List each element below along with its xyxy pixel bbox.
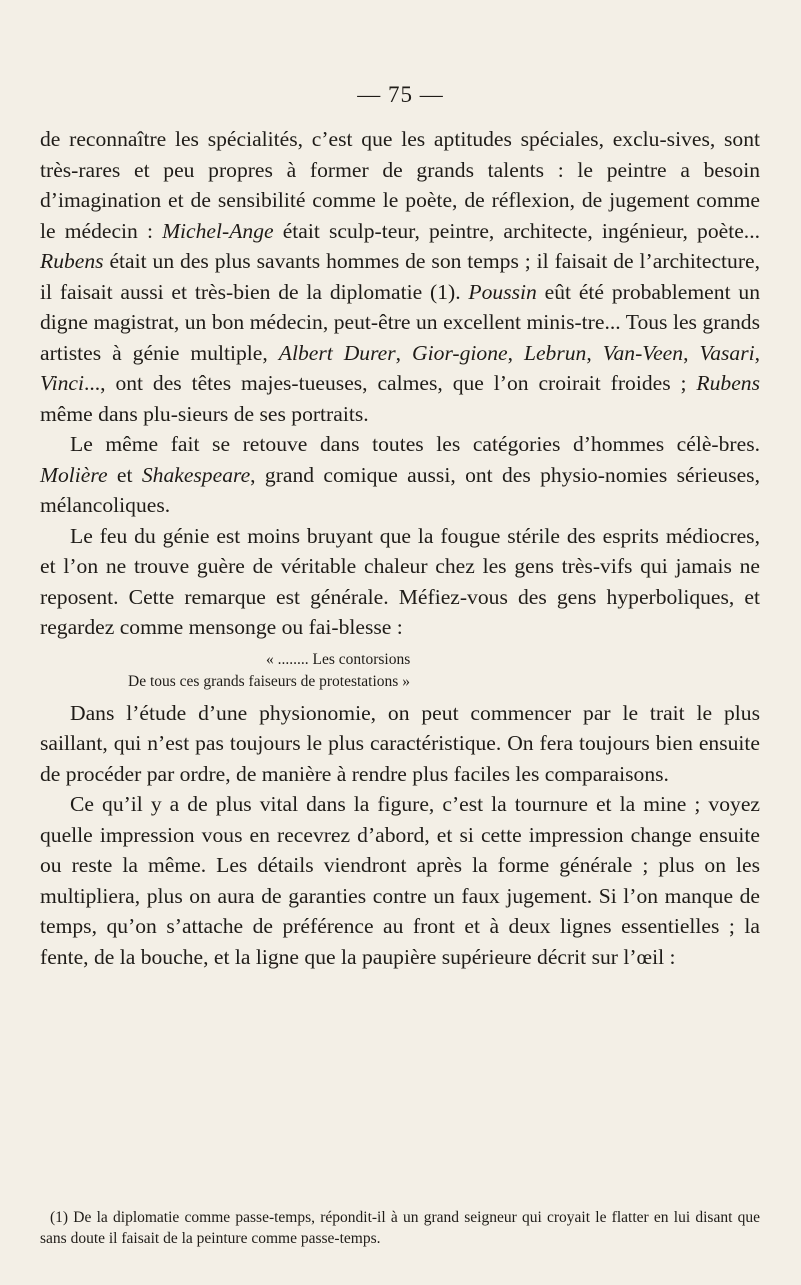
proper-name: Gior-gione (412, 340, 508, 365)
text-run: Ce qu’il y a de plus vital dans la figure, c’est la tournure et la mine ; voyez quelle impression vous en recevrez d’abord, et si cette impression change ensuite ou reste la même. Les détails viendront après la forme générale ; plus on les multipliera, plus on aura de garanties contre un faux jugement. Si l’on manque de temps, qu’on s’attache de préférence au front et à deux lignes essentielles ; la fente, de la bouche, et la ligne que la paupière supérieure décrit sur l’œil : (40, 792, 760, 969)
proper-name: Vinci (40, 371, 84, 395)
proper-name: Vasari (699, 340, 755, 365)
text-run: , (754, 340, 761, 365)
text-run: Dans l’étude d’une physionomie, on peut commencer par le trait le plus saillant, qui n’est pas toujours le plus caractéristique. On fera toujours bien ensuite de procéder par ordre, de manière à rendre plus faciles les comparaisons. (40, 700, 760, 786)
verse-quotation (40, 649, 760, 693)
paragraph (40, 698, 760, 790)
proper-name: Van-Veen (602, 340, 684, 365)
page-number: — 75 — (357, 82, 444, 107)
text-run: de reconnaître les spécialités, c’est que les aptitudes spéciales, exclu-sives, sont très-rares et peu propres à former de grands talents : le peintre a besoin d’imagination et de sensibilité comme le poète, de réflexion, de jugement comme le médecin : (40, 127, 760, 243)
text-run: était un des plus savants hommes de son temps ; il faisait de l’architecture, il faisait aussi et très-bien de la diplomatie (1). (40, 249, 760, 304)
text-run: eût été probablement un digne magistrat, un bon médecin, peut-être un excellent minis-tre... Tous les grands artistes à génie multiple, (40, 279, 760, 365)
paragraphs-before-quote (40, 124, 760, 643)
proper-name: Michel-Ange (162, 218, 274, 243)
text-run: , grand comique aussi, ont des physio-nomies sérieuses, mélancoliques. (40, 462, 760, 517)
quote-line-1: « ........ Les contorsions (266, 650, 411, 668)
footnote-1: (1) De la diplomatie comme passe-temps, répondit-il à un grand seigneur qui croyait le flatter en lui disant que sans doute il faisait de la peinture comme passe-temps. (40, 1209, 760, 1247)
text-run: , (586, 340, 603, 365)
paragraph (40, 521, 760, 643)
footnotes (40, 1207, 760, 1249)
text-run: Le feu du génie est moins bruyant que la fougue stérile des esprits médiocres, et l’on ne trouve guère de véritable chaleur chez les gens très-vifs qui jamais ne reposent. Cette remarque est générale. Méfiez-vous des gens hyperboliques, et regardez comme mensonge ou fai-blesse : (40, 523, 760, 639)
text-run: ..., ont des têtes majes-tueuses, calmes, que l’on croirait froides ; (83, 371, 697, 395)
proper-name: Albert Durer (278, 340, 396, 365)
text-run: , (683, 340, 700, 365)
paragraph (40, 429, 760, 521)
paragraph (40, 789, 760, 972)
proper-name: Rubens (696, 371, 760, 395)
paragraph (40, 124, 760, 429)
text-run: , (395, 340, 413, 365)
proper-name: Rubens (40, 249, 104, 273)
quote-line-2: De tous ces grands faiseurs de protestations » (128, 672, 410, 690)
proper-name: Poussin (468, 279, 537, 304)
text-run: même dans plu-sieurs de ses portraits. (40, 401, 369, 426)
body-text (40, 124, 760, 972)
proper-name: Lebrun (523, 340, 587, 365)
proper-name: Shakespeare (141, 462, 251, 487)
text-run: était sculp-teur, peintre, architecte, ingénieur, poète... (273, 218, 760, 243)
text-run: Le même fait se retouve dans toutes les catégories d’hommes célè-bres. (70, 432, 760, 456)
paragraphs-after-quote (40, 698, 760, 973)
text-run: , (507, 340, 524, 365)
proper-name: Molière (40, 462, 108, 487)
text-run: et (107, 462, 142, 487)
